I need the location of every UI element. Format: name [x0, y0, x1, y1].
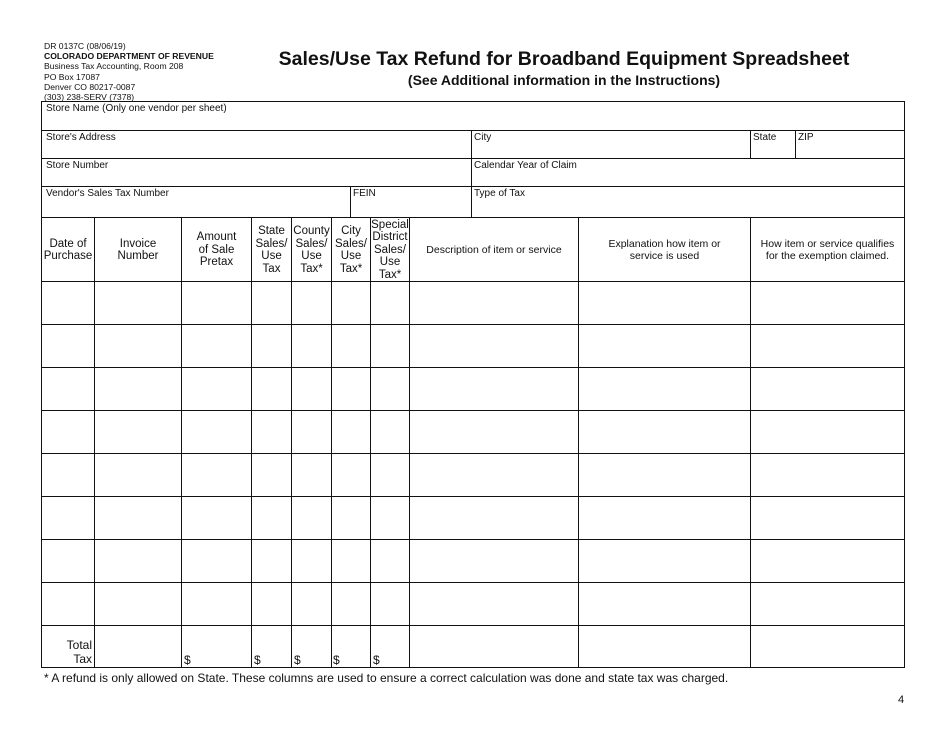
- column-header-amount-text: Amount of Sale Pretax: [196, 231, 237, 269]
- row-divider: [41, 539, 905, 540]
- total-amount-dollar: $: [184, 653, 191, 667]
- column-header-date: [42, 218, 94, 282]
- state-field[interactable]: [751, 131, 794, 158]
- column-header-description: [410, 218, 578, 282]
- column-divider: [94, 217, 95, 668]
- column-divider: [181, 217, 182, 668]
- total-state-tax-dollar: $: [254, 653, 261, 667]
- row-divider: [41, 410, 905, 411]
- column-divider: [291, 217, 292, 668]
- column-header-special-tax-text: Special District Sales/ Use Tax*: [371, 218, 409, 281]
- row-divider: [41, 367, 905, 368]
- row-divider: [41, 496, 905, 497]
- city-label: City: [474, 132, 492, 143]
- calendar-year-label: Calendar Year of Claim: [474, 160, 577, 171]
- store-name-field[interactable]: [42, 102, 904, 130]
- total-tax-label: Total Tax: [66, 638, 92, 666]
- page-title: Sales/Use Tax Refund for Broadband Equipment Spreadsheet: [278, 48, 850, 70]
- column-header-county-tax: [292, 218, 331, 282]
- form-id: DR 0137C (08/06/19): [44, 41, 126, 51]
- store-address-label: Store's Address: [46, 132, 116, 143]
- page-number: 4: [898, 694, 905, 706]
- footnote: * A refund is only allowed on State. These columns are used to ensure a correct calculation was done and state tax was charged.: [44, 671, 729, 685]
- row-divider: [41, 453, 905, 454]
- phone-line: (303) 238-SERV (7378): [44, 92, 135, 103]
- column-header-county-tax-text: County Sales/ Use Tax*: [293, 225, 330, 275]
- office-line: Business Tax Accounting, Room 208: [44, 61, 184, 72]
- column-header-special-tax: [371, 218, 409, 282]
- column-divider: [750, 217, 751, 668]
- column-header-city-tax: [332, 218, 370, 282]
- column-divider: [578, 217, 579, 668]
- po-box-line: PO Box 17087: [44, 71, 100, 82]
- column-header-qualifies: [751, 218, 904, 282]
- calendar-year-field[interactable]: [472, 159, 904, 186]
- state-label: State: [753, 132, 777, 143]
- type-of-tax-field[interactable]: [472, 187, 904, 217]
- column-header-date-text: Date of Purchase: [43, 237, 93, 262]
- column-header-qualifies-text: How item or service qualifies for the exemption claimed.: [760, 238, 895, 262]
- total-county-tax-dollar: $: [294, 653, 301, 667]
- column-header-city-tax-text: City Sales/ Use Tax*: [335, 225, 367, 275]
- store-number-field[interactable]: [42, 159, 470, 186]
- column-header-state-tax-text: State Sales/ Use Tax: [255, 225, 288, 275]
- vendor-tax-number-field[interactable]: [42, 187, 349, 217]
- column-header-description-text: Description of item or service: [426, 244, 562, 256]
- type-of-tax-label: Type of Tax: [474, 188, 525, 199]
- city-field[interactable]: [472, 131, 749, 158]
- store-name-label: Store Name (Only one vendor per sheet): [46, 103, 227, 114]
- column-header-invoice: [95, 218, 181, 282]
- fein-label: FEIN: [353, 188, 376, 199]
- column-divider: [251, 217, 252, 668]
- city-line: Denver CO 80217-0087: [44, 81, 136, 92]
- row-divider: [41, 324, 905, 325]
- row-divider: [41, 582, 905, 583]
- column-header-state-tax: [252, 218, 291, 282]
- column-divider: [370, 217, 371, 668]
- agency-name: COLORADO DEPARTMENT OF REVENUE: [44, 51, 214, 62]
- row-divider: [41, 625, 905, 626]
- column-header-amount: [182, 218, 251, 282]
- store-address-field[interactable]: [42, 131, 470, 158]
- store-number-label: Store Number: [46, 160, 109, 171]
- column-divider: [331, 217, 332, 668]
- vendor-tax-number-label: Vendor's Sales Tax Number: [46, 188, 169, 199]
- page-subtitle: (See Additional information in the Instructions): [407, 72, 721, 88]
- column-header-explanation-text: Explanation how item or service is used: [608, 238, 721, 262]
- agency-header: [44, 41, 214, 102]
- zip-label: ZIP: [798, 132, 814, 143]
- column-divider: [409, 217, 410, 668]
- column-header-explanation: [579, 218, 750, 282]
- fein-field[interactable]: [351, 187, 470, 217]
- column-header-invoice-text: Invoice Number: [117, 237, 159, 262]
- total-special-tax-dollar: $: [373, 653, 380, 667]
- total-city-tax-dollar: $: [333, 653, 340, 667]
- zip-field[interactable]: [796, 131, 904, 158]
